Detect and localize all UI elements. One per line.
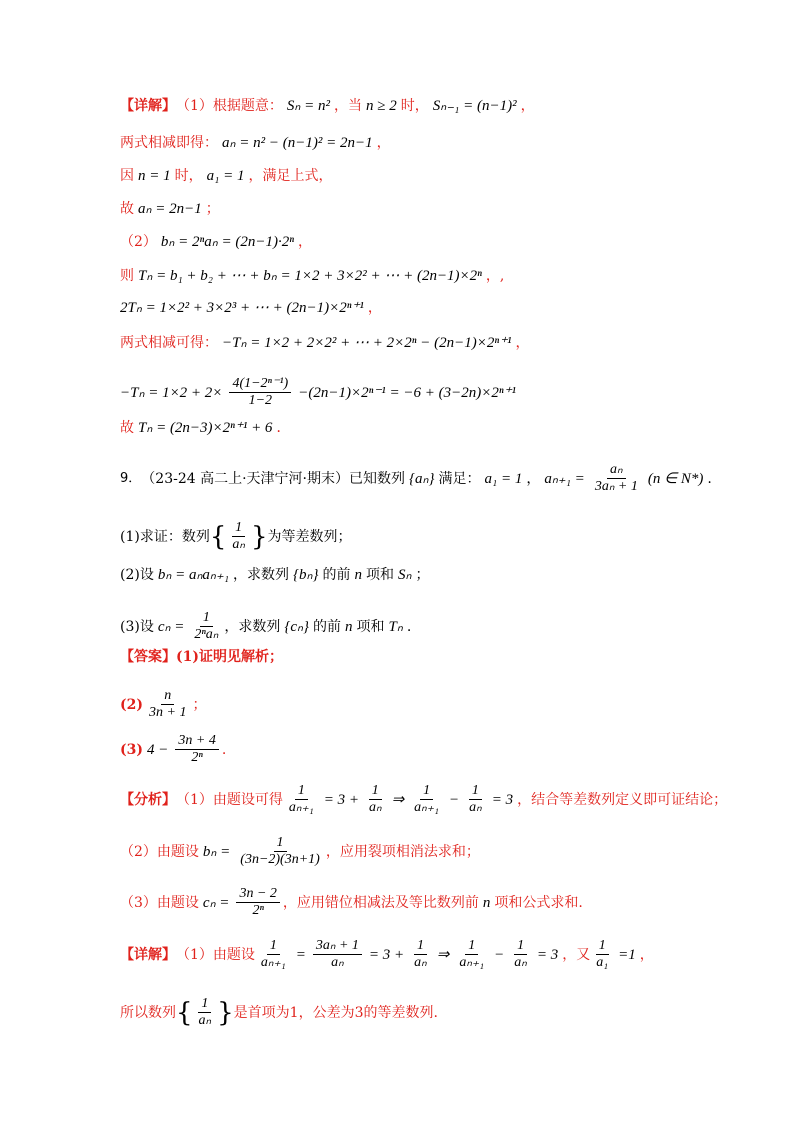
text: 是首项为1，公差为3的等差数列. [233,1004,438,1021]
fraction [411,938,430,971]
text: ； [205,201,220,217]
formula: {bₙ} [293,567,319,583]
formula: =1 [618,946,636,963]
text: . [406,618,412,635]
detail-line-2 [120,133,391,153]
numerator: 1 [420,783,433,800]
question-part-1 [120,520,352,553]
numerator: 1 [514,938,527,955]
answer-line-1 [120,647,283,667]
denominator: aₙ [514,955,527,970]
numerator: aₙ [607,462,626,479]
denominator: aₙ₊₁ [260,955,286,970]
right-brace: } [250,521,268,552]
denominator: aₙ₊₁ [459,955,485,970]
formula: − [494,946,505,963]
formula: bₙ = 2ⁿaₙ = (2n−1)·2ⁿ [160,234,294,250]
formula: n = 1 [138,168,171,184]
denominator: 2ⁿ [191,750,203,765]
text: （1）由题设可得 [176,791,283,808]
numerator: 1 [274,835,287,852]
denominator: 3aₙ + 1 [594,479,638,494]
text: ，, [485,268,505,284]
denominator: 3n + 1 [149,705,187,720]
text: 为等差数列； [267,528,352,545]
answer-line-2 [120,688,206,721]
question-number: 9． [120,470,142,486]
numerator: 1 [414,938,427,955]
text: 两式相减可得： [120,335,218,351]
formula: Sₙ = n² [286,98,331,114]
formula: Sₙ [398,567,412,583]
formula: cₙ = [157,618,185,635]
numerator: 1 [198,996,211,1013]
formula: 4 − [147,741,169,758]
text: . [707,470,712,487]
detail-line-7 [120,298,382,318]
analysis-line-1 [120,783,727,816]
text: ， [639,946,654,963]
numerator: n [161,688,174,705]
text: 故 [120,420,134,436]
detail-line-10 [120,418,290,438]
formula: −Tₙ = 1×2 + 2×2² + ⋯ + 2×2ⁿ − (2n−1)×2ⁿ⁺¹ [222,335,512,351]
fraction [258,938,289,971]
fraction [313,938,362,971]
fraction [366,783,385,816]
fraction [286,783,317,816]
numerator: 1 [469,783,482,800]
text: （3）由题设 [120,894,199,911]
denominator: 2ⁿaₙ [194,627,219,642]
denominator: 1−2 [248,393,273,408]
formula: = 3 + [368,946,405,963]
fraction [175,733,218,766]
formula: Tₙ = (2n−3)×2ⁿ⁺¹ + 6 [138,420,273,436]
formula: cₙ = [202,894,230,911]
detail-line-5 [120,232,312,252]
formula: ⇒ [436,946,450,963]
fraction [229,376,291,409]
numerator: 1 [596,938,609,955]
fraction [196,996,215,1029]
detail-label: 【详解】 [120,98,176,114]
detail-label: 【详解】 [120,946,176,963]
formula: n [354,567,363,583]
fraction [592,462,641,495]
numerator: 1 [465,938,478,955]
formula: n [345,618,353,635]
text: 因 [120,168,134,184]
text: 两式相减即得： [120,135,218,151]
text: ，结合等差数列定义即可证结论； [517,791,728,808]
text: 时， [400,98,429,114]
denominator: aₙ [369,800,382,815]
formula: Tₙ = b₁ + b₂ + ⋯ + bₙ = 1×2 + 3×2² + ⋯ + (2n−1)×2ⁿ [138,268,482,284]
numerator: 1 [232,520,245,537]
text: ，又 [562,946,591,963]
detail-line-4 [120,199,220,219]
text: (3) [120,741,143,758]
text: 则 [120,268,134,284]
formula: n ≥ 2 [366,98,397,114]
detail-line-1 [120,96,535,116]
text: ， [515,335,530,351]
text: 满足： [438,470,481,487]
left-brace: { [176,997,193,1028]
denominator: aₙ₊₁ [414,800,440,815]
formula: aₙ₊₁ = [544,470,585,487]
left-brace: { [209,521,227,552]
text: （23-24 高二上·天津宁河·期末）已知数列 [141,470,405,487]
denominator: aₙ [232,537,245,552]
text: 的前 [313,618,341,635]
text: 项和 [366,567,395,583]
fraction [236,886,279,919]
denominator: aₙ [469,800,482,815]
text: （2） [120,234,157,250]
analysis-line-3 [120,886,583,919]
text: 的前 [322,567,351,583]
detail2-line-1 [120,938,654,971]
text: ． [276,420,291,436]
fraction [191,610,221,643]
text: ， [297,234,312,250]
formula: bₙ = [202,843,231,860]
formula: 2Tₙ = 1×2² + 3×2³ + ⋯ + (2n−1)×2ⁿ⁺¹ [120,300,364,316]
formula: {cₙ} [284,618,309,635]
text: (2)设 [120,567,154,583]
text: 时， [174,168,203,184]
detail-line-8 [120,333,530,353]
formula: − [449,791,460,808]
detail-line-6 [120,266,504,286]
text: ， [526,470,541,487]
formula: bₙ = aₙaₙ₊₁ [157,567,230,583]
text: （1）由题设 [176,946,255,963]
fraction [411,783,442,816]
formula: −(2n−1)×2ⁿ⁻¹ = −6 + (3−2n)×2ⁿ⁺¹ [298,384,516,401]
question-9-stem [120,462,712,495]
denominator: aₙ₊₁ [288,800,314,815]
text: ，求数列 [233,567,290,583]
fraction [593,938,611,971]
text: ，当 [334,98,363,114]
numerator: 3aₙ + 1 [313,938,362,955]
formula: = 3 [536,946,559,963]
text: 项和 [356,618,385,635]
fraction [466,783,485,816]
text: ，应用裂项相消法求和； [325,843,480,860]
text: 所以数列 [120,1004,176,1021]
text: (2) [120,696,143,713]
numerator: 1 [267,938,280,955]
text: ，求数列 [224,618,281,635]
formula: aₙ = n² − (n−1)² = 2n−1 [222,135,373,151]
text: 故 [120,201,134,217]
denominator: a₁ [596,955,609,970]
denominator: (3n−2)(3n+1) [240,852,320,867]
answer-label: 【答案】 [120,649,176,665]
numerator: 3n − 2 [236,886,279,903]
formula: Sₙ₋₁ = (n−1)² [432,98,517,114]
formula: n [482,894,491,911]
text: (1)证明见解析； [176,649,283,665]
formula: a₁ = 1 [206,168,245,184]
text: . [221,741,227,758]
text: (1)求证：数列 [120,528,210,545]
formula: aₙ = 2n−1 [138,201,202,217]
fraction [229,520,248,553]
detail-line-9 [120,376,520,409]
text: ， [376,135,391,151]
text: ； [192,696,207,713]
detail-line-3 [120,166,332,186]
analysis-label: 【分析】 [120,791,176,808]
denominator: aₙ [331,955,344,970]
formula: = 3 [491,791,514,808]
numerator: 1 [200,610,213,627]
denominator: 2ⁿ [252,903,264,918]
text: (3)设 [120,618,154,635]
question-part-3 [120,610,411,643]
formula: {aₙ} [409,470,435,487]
fraction [237,835,323,868]
numerator: 4(1−2ⁿ⁻¹) [229,376,291,393]
formula: Tₙ [388,618,403,635]
text: （2）由题设 [120,843,199,860]
formula: a₁ = 1 [484,470,523,487]
numerator: 3n + 4 [175,733,218,750]
question-part-2 [120,565,430,585]
analysis-line-2 [120,835,480,868]
formula: −Tₙ = 1×2 + 2× [120,384,223,401]
numerator: 1 [369,783,382,800]
right-brace: } [217,997,234,1028]
denominator: aₙ [198,1013,212,1028]
formula: (n ∈ N*) [647,470,704,487]
text: ； [415,567,430,583]
formula: ⇒ [391,791,405,808]
formula: = 3 + [323,791,360,808]
denominator: aₙ [414,955,427,970]
numerator: 1 [295,783,308,800]
text: ， [520,98,535,114]
answer-line-3 [120,733,226,766]
fraction [146,688,189,721]
fraction [456,938,487,971]
text: 项和公式求和. [494,894,583,911]
text: ，满足上式， [248,168,333,184]
detail2-line-2 [120,996,438,1029]
fraction [511,938,530,971]
text: ，应用错位相减法及等比数列前 [282,894,479,911]
text: （1）根据题意： [176,98,283,114]
text: ， [367,300,382,316]
formula: = [295,946,306,963]
